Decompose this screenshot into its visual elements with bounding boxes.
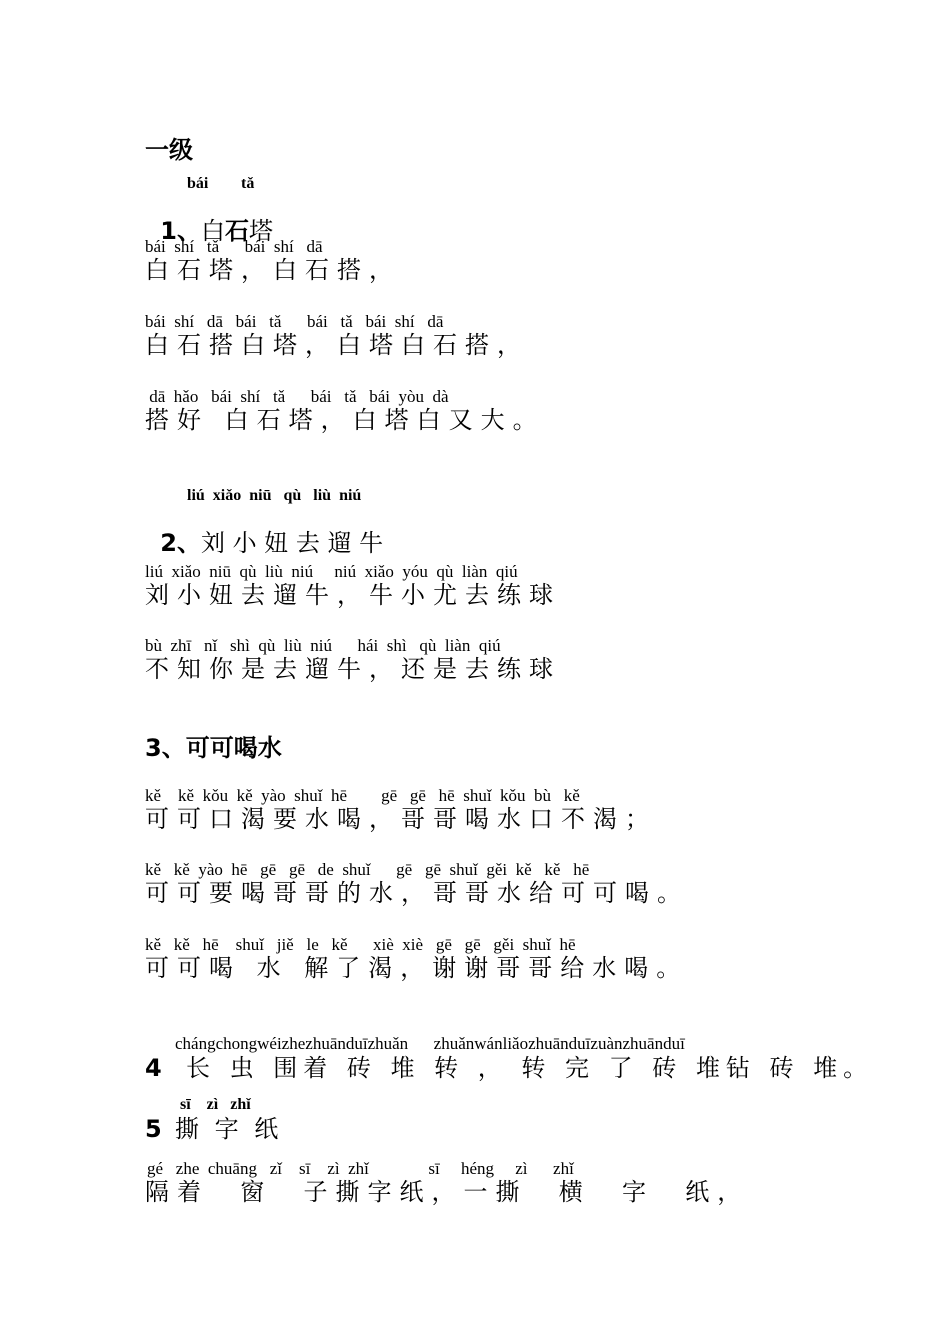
poem-1-line-2-hanzi: 白石搭白塔，白塔白石搭， [145, 331, 529, 359]
poem-2-title-pinyin: liú xiǎo niū qù liù niú [187, 487, 362, 504]
poem-2-line-2-hanzi: 不知你是去遛牛，还是去练球 [145, 655, 561, 683]
poem-3-line-2-hanzi: 可可要喝哥哥的水，哥哥水给可可喝。 [145, 879, 689, 907]
poem-4-pinyin: chángchongwéizhezhuānduīzhuǎn zhuǎnwánliǎozhuānduīzuànzhuānduī [175, 1034, 685, 1053]
poem-5-number: 5 [145, 1115, 162, 1143]
poem-1-title [145, 195, 273, 243]
poem-3-line-1-hanzi: 可可口渴要水喝，哥哥喝水口不渴； [145, 805, 657, 833]
poem-2-line-2-pinyin: bù zhī nǐ shì qù liù niú hái shì qù liàn qiú [145, 636, 501, 655]
poem-1-number: 1、 [160, 217, 201, 245]
poem-2-number: 2、 [160, 529, 201, 557]
poem-5-title-pinyin: sī zì zhǐ [180, 1096, 251, 1113]
poem-1-title-pinyin-2: tǎ [241, 175, 255, 192]
poem-2-title [145, 507, 383, 555]
level-heading: 一级 [145, 136, 193, 164]
poem-5-line-1-hanzi: 隔着 窗 子撕字纸，一撕 横 字 纸， [145, 1178, 750, 1206]
poem-1-line-3-pinyin: dā hǎo bái shí tǎ bái tǎ bái yòu dà [145, 387, 449, 406]
poem-1-title-char-1: 白 [200, 217, 225, 245]
poem-1-line-2-pinyin: bái shí dā bái tǎ bái tǎ bái shí dā [145, 312, 444, 331]
poem-1-line-1-hanzi: 白石塔，白石搭， [145, 256, 401, 284]
poem-3-title: 3、可可喝水 [145, 734, 282, 762]
poem-4-hanzi: 长 虫 围着 砖 堆 转 ， 转 完 了 砖 堆钻 砖 堆。 [186, 1054, 874, 1082]
poem-2-line-1-pinyin: liú xiǎo niū qù liù niú niú xiǎo yóu qù liàn qiú [145, 562, 518, 581]
poem-5-title: 撕 字 纸 [175, 1115, 283, 1143]
poem-3-line-2-pinyin: kě kě yào hē gē gē de shuǐ gē gē shuǐ gěi kě kě hē [145, 860, 590, 879]
poem-3-line-1-pinyin: kě kě kǒu kě yào shuǐ hē gē gē hē shuǐ kǒu bù kě [145, 786, 580, 805]
poem-1-title-char-2: 石 [224, 217, 249, 245]
poem-2-line-1-hanzi: 刘小妞去遛牛，牛小尤去练球 [145, 581, 561, 609]
poem-1-line-1-pinyin: bái shí tǎ bái shí dā [145, 237, 323, 256]
poem-1-title-pinyin-1: bái [187, 175, 209, 192]
poem-1-title-char-3: 塔 [248, 217, 273, 245]
poem-3-line-3-pinyin: kě kě hē shuǐ jiě le kě xiè xiè gē gē gěi shuǐ hē [145, 935, 576, 954]
poem-4-number: 4 [145, 1054, 162, 1082]
poem-3-line-3-hanzi: 可可喝 水 解了渴，谢谢哥哥给水喝。 [145, 954, 689, 982]
poem-1-line-3-hanzi: 搭好 白石塔，白塔白又大。 [145, 406, 545, 434]
poem-2-title-text: 刘 小 妞 去 遛 牛 [200, 529, 384, 557]
poem-5-line-1-pinyin: gé zhe chuāng zǐ sī zì zhǐ sī héng zì zhǐ [147, 1159, 574, 1178]
